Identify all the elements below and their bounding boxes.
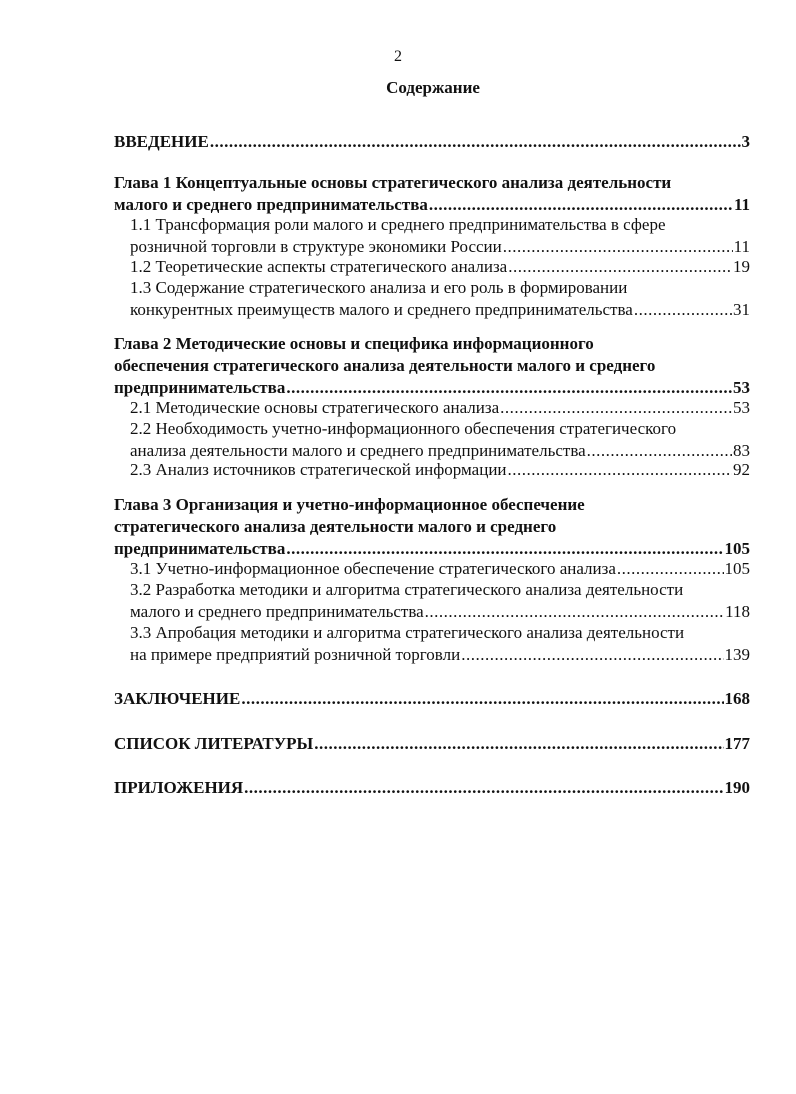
- toc-label: Глава 3 Организация и учетно-информационное обеспечение: [114, 495, 585, 514]
- page-number: 2: [394, 48, 402, 65]
- toc-entry-1-1[interactable]: [130, 214, 750, 258]
- toc-label: предпринимательства: [114, 539, 286, 558]
- dot-leader: [314, 733, 723, 755]
- dot-leader: [244, 777, 723, 799]
- toc-entry-1-2[interactable]: [130, 256, 750, 278]
- toc-page: 83: [733, 441, 750, 460]
- toc-label: 3.1 Учетно-информационное обеспечение стратегического анализа: [130, 559, 616, 578]
- toc-entry-chapter-1[interactable]: [114, 172, 750, 216]
- dot-leader: [500, 397, 732, 419]
- toc-page: 92: [733, 460, 750, 479]
- toc-label: ПРИЛОЖЕНИЯ: [114, 778, 244, 797]
- toc-entry-intro[interactable]: [114, 131, 750, 153]
- toc-page: 3: [741, 132, 750, 151]
- toc-label: 2.3 Анализ источников стратегической информации: [130, 460, 507, 479]
- toc-label: малого и среднего предпринимательства: [114, 195, 428, 214]
- toc-label: 2.2 Необходимость учетно-информационного обеспечения стратегического: [130, 419, 677, 438]
- dot-leader: [241, 688, 723, 710]
- dot-leader: [634, 299, 732, 321]
- dot-leader: [508, 459, 732, 481]
- toc-label: ВВЕДЕНИЕ: [114, 132, 209, 151]
- toc-page: 118: [725, 602, 750, 621]
- dot-leader: [429, 194, 733, 216]
- dot-leader: [461, 644, 723, 666]
- toc-label: 3.3 Апробация методики и алгоритма стратегического анализа деятельности: [130, 623, 685, 642]
- toc-entry-references[interactable]: [114, 733, 750, 755]
- toc-page: 105: [724, 559, 750, 578]
- toc-label: малого и среднего предпринимательства: [130, 602, 424, 621]
- toc-page: 11: [733, 195, 750, 214]
- toc-label: на примере предприятий розничной торговли: [130, 645, 461, 664]
- toc-label: 2.1 Методические основы стратегического анализа: [130, 398, 500, 417]
- dot-leader: [617, 558, 724, 580]
- toc-entry-chapter-3[interactable]: [114, 494, 750, 560]
- dot-leader: [210, 131, 741, 153]
- toc-entry-3-1[interactable]: [130, 558, 750, 580]
- toc-entry-3-2[interactable]: [130, 579, 750, 623]
- toc-label: конкурентных преимуществ малого и среднего предпринимательства: [130, 300, 633, 319]
- toc-entry-2-1[interactable]: [130, 397, 750, 419]
- toc-label: анализа деятельности малого и среднего предпринимательства: [130, 441, 586, 460]
- toc-entry-2-3[interactable]: [130, 459, 750, 481]
- toc-entry-2-2[interactable]: [130, 418, 750, 462]
- page-title: Содержание: [386, 78, 480, 97]
- toc-label: ЗАКЛЮЧЕНИЕ: [114, 689, 241, 708]
- toc-entry-1-3[interactable]: [130, 277, 750, 321]
- toc-label: стратегического анализа деятельности малого и среднего: [114, 517, 557, 536]
- toc-label: Глава 2 Методические основы и специфика информационного: [114, 334, 594, 353]
- toc-label: 1.1 Трансформация роли малого и среднего предпринимательства в сфере: [130, 215, 666, 234]
- toc-page: 19: [733, 257, 750, 276]
- toc-label: обеспечения стратегического анализа деятельности малого и среднего: [114, 356, 656, 375]
- toc-label: 1.2 Теоретические аспекты стратегического анализа: [130, 257, 508, 276]
- toc-entry-conclusion[interactable]: [114, 688, 750, 710]
- toc-label: Глава 1 Концептуальные основы стратегического анализа деятельности: [114, 173, 672, 192]
- dot-leader: [503, 236, 733, 258]
- toc-page: 53: [733, 398, 750, 417]
- toc-label: розничной торговли в структуре экономики России: [130, 237, 502, 256]
- toc-page: 53: [733, 378, 750, 397]
- dot-leader: [425, 601, 724, 623]
- dot-leader: [286, 538, 723, 560]
- toc-label: СПИСОК ЛИТЕРАТУРЫ: [114, 734, 314, 753]
- toc-label: предпринимательства: [114, 378, 286, 397]
- toc-entry-appendices[interactable]: [114, 777, 750, 799]
- toc-page: 31: [733, 300, 750, 319]
- dot-leader: [508, 256, 732, 278]
- toc-page: 168: [724, 689, 750, 708]
- toc-entry-3-3[interactable]: [130, 622, 750, 666]
- toc-page: 190: [724, 778, 750, 797]
- toc-entry-chapter-2[interactable]: [114, 333, 750, 399]
- toc-label: 3.2 Разработка методики и алгоритма стратегического анализа деятельности: [130, 580, 684, 599]
- toc-page: 177: [724, 734, 750, 753]
- toc-label: 1.3 Содержание стратегического анализа и его роль в формировании: [130, 278, 628, 297]
- dot-leader: [286, 377, 732, 399]
- toc-page: 139: [724, 645, 750, 664]
- toc-page: 105: [724, 539, 750, 558]
- toc-page: 11: [733, 237, 750, 256]
